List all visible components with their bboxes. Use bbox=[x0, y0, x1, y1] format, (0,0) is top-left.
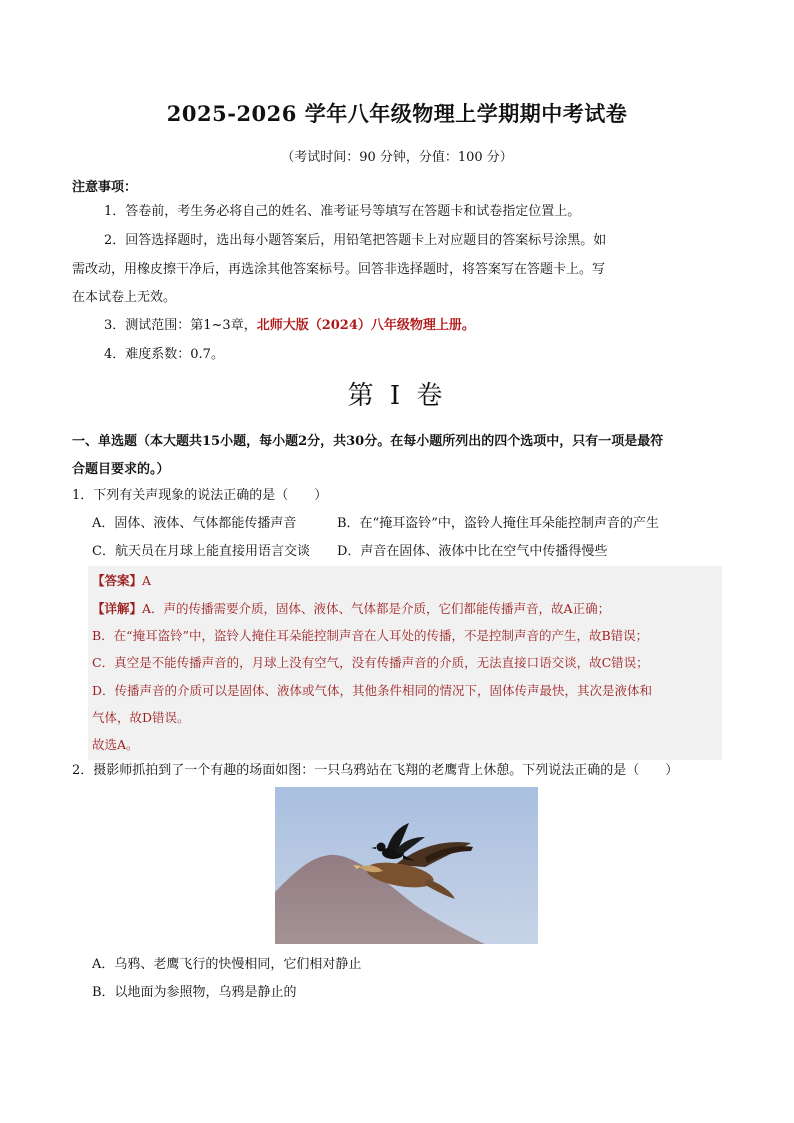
detail-a: A．声的传播需要介质，固体、液体、气体都是介质，它们都能传播声音，故A正确； bbox=[142, 601, 611, 616]
question-2-stem: 2．摄影师抓拍到了一个有趣的场面如图：一只乌鸦站在飞翔的老鹰背上休憩。下列说法正确的是（ ） bbox=[72, 763, 679, 778]
detail-b: B．在“掩耳盗铃”中，盗铃人掩住耳朵能控制声音在人耳处的传播，不是控制声音的产生，故B错误； bbox=[92, 628, 649, 643]
question-1-option-d: D．声音在固体、液体中比在空气中传播得慢些 bbox=[337, 544, 608, 559]
question-1-option-c: C．航天员在月球上能直接用语言交谈 bbox=[92, 544, 310, 559]
page-title: 2025-2026 学年八年级物理上学期期中考试卷 bbox=[166, 101, 628, 126]
question-2-option-b: B．以地面为参照物，乌鸦是静止的 bbox=[92, 985, 297, 1000]
detail-line-1 bbox=[92, 599, 610, 617]
note-3-textbook: 北师大版（2024）八年级物理上册。 bbox=[256, 318, 475, 333]
crow-on-eagle-photo bbox=[275, 787, 538, 944]
answer-conclusion: 故选A。 bbox=[92, 737, 139, 752]
exam-info: （考试时间：90 分钟，分值：100 分） bbox=[281, 150, 513, 165]
question-1-stem: 1．下列有关声现象的说法正确的是（ ） bbox=[72, 488, 328, 503]
answer-value: A bbox=[142, 573, 152, 588]
question-1-option-a: A．固体、液体、气体都能传播声音 bbox=[92, 516, 297, 531]
question-1-option-b: B．在“掩耳盗铃”中，盗铃人掩住耳朵能控制声音的产生 bbox=[337, 516, 659, 531]
section-heading-line-2: 合题目要求的。） bbox=[72, 462, 170, 477]
section-heading-line-1: 一、单选题（本大题共15小题，每小题2分，共30分。在每小题所列出的四个选项中，只有一项是最符 bbox=[72, 434, 664, 449]
note-2-line-2: 需改动，用橡皮擦干净后，再选涂其他答案标号。回答非选择题时，将答案写在答题卡上。写 bbox=[72, 262, 606, 277]
note-2-line-1: 2．回答选择题时，选出每小题答案后，用铅笔把答题卡上对应题目的答案标号涂黑。如 bbox=[104, 233, 607, 248]
note-2-line-3: 在本试卷上无效。 bbox=[72, 290, 177, 305]
notes-heading: 注意事项： bbox=[72, 180, 138, 195]
detail-d-line-2: 气体，故D错误。 bbox=[92, 710, 190, 725]
note-3-prefix: 3．测试范围：第1~3章， bbox=[104, 318, 257, 333]
note-1: 1．答卷前，考生务必将自己的姓名、准考证号等填写在答题卡和试卷指定位置上。 bbox=[104, 204, 581, 219]
answer-line bbox=[92, 571, 151, 589]
detail-d-line-1: D．传播声音的介质可以是固体、液体或气体，其他条件相同的情况下，固体传声最快，其次是液体和 bbox=[92, 683, 653, 698]
question-2-option-a: A．乌鸦、老鹰飞行的快慢相同，它们相对静止 bbox=[92, 957, 362, 972]
detail-c: C．真空是不能传播声音的，月球上没有空气，没有传播声音的介质，无法直接口语交谈，故C错误； bbox=[92, 655, 649, 670]
detail-label: 【详解】 bbox=[92, 601, 143, 616]
note-3 bbox=[104, 317, 475, 335]
volume-title: 第 I 卷 bbox=[347, 381, 447, 411]
answer-label: 【答案】 bbox=[92, 573, 143, 588]
note-4: 4．难度系数：0.7。 bbox=[104, 347, 224, 362]
